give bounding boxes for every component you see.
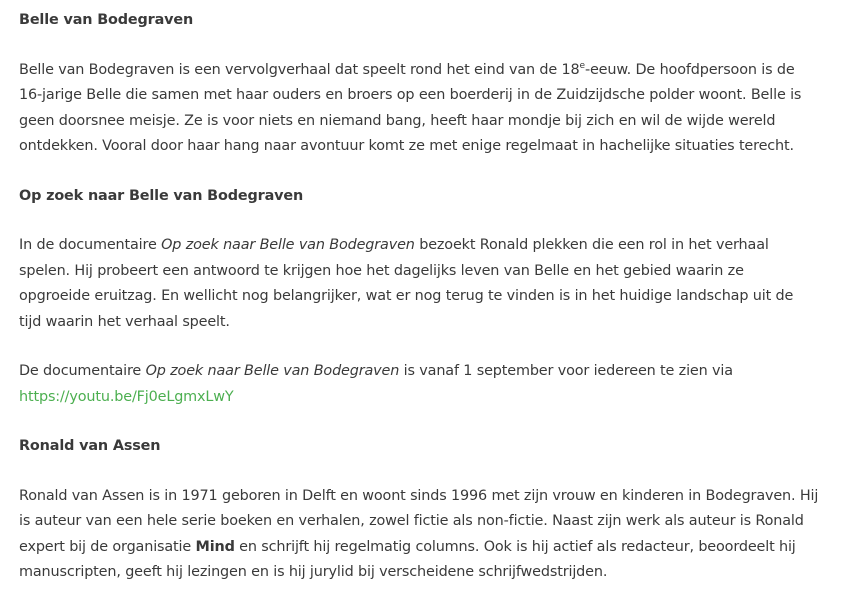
paragraph-ronald	[19, 484, 819, 586]
doclink-text-start: De documentaire	[19, 363, 146, 379]
doc-text-end: bezoekt Ronald plekken die een rol in het verhaal spelen. Hij probeert een antwoord te krijgen hoe het dagelijks leven van Belle en het gebied waarin ze opgroeide eruitzag. En wellicht nog belangrijker, wat er nog terug te vinden is in het huidige landschap uit de tijd waarin het verhaal speelt.	[19, 237, 794, 330]
youtube-link[interactable]: https://youtu.be/Fj0eLgmxLwY	[19, 388, 234, 405]
intro-text-end: -eeuw. De hoofdpersoon is de 16-jarige Belle die samen met haar ouders en broers op een boerderij in de Zuidzijdsche polder woont. Belle is geen doorsnee meisje. Ze is voor niets en niemand bang, heeft haar mondje bij zich en wil de wijde wereld ontdekken. Vooral door haar hang naar avontuur komt ze met enige regelmaat in hachelijke situaties terecht.	[19, 61, 802, 154]
heading-ronald-van-assen: Ronald van Assen	[19, 438, 161, 454]
heading-belle-van-bodegraven: Belle van Bodegraven	[19, 12, 194, 28]
doc-title: Op zoek naar Belle van Bodegraven	[161, 237, 415, 253]
doclink-text-mid: is vanaf 1 september voor iedereen te zien via	[399, 363, 733, 379]
paragraph-intro	[19, 58, 819, 160]
superscript-e: e	[579, 60, 585, 71]
ronald-text-start: Ronald van Assen is in 1971 geboren in Delft en woont sinds 1996 met zijn vrouw en kinderen in Bodegraven. Hij is auteur van een hele serie boeken en verhalen, zowel fictie als non-fictie. Naast zijn werk als auteur is Ronald expert bij de organisatie	[19, 487, 819, 555]
paragraph-documentaire-link	[19, 359, 819, 410]
doc-text-start: In de documentaire	[19, 237, 162, 253]
intro-text-start: Belle van Bodegraven is een vervolgverhaal dat speelt rond het eind van de 18	[19, 61, 580, 78]
article-content	[19, 8, 819, 586]
doclink-title: Op zoek naar Belle van Bodegraven	[145, 363, 400, 379]
mind-organisation: Mind	[195, 538, 235, 555]
ronald-text-end: en schrijft hij regelmatig columns. Ook is hij actief als redacteur, beoordeelt hij manuscripten, geeft hij lezingen en is hij jurylid bij verscheidene schrijfwedstrijden.	[19, 538, 796, 580]
heading-op-zoek: Op zoek naar Belle van Bodegraven	[19, 187, 304, 204]
paragraph-documentaire	[19, 233, 819, 335]
